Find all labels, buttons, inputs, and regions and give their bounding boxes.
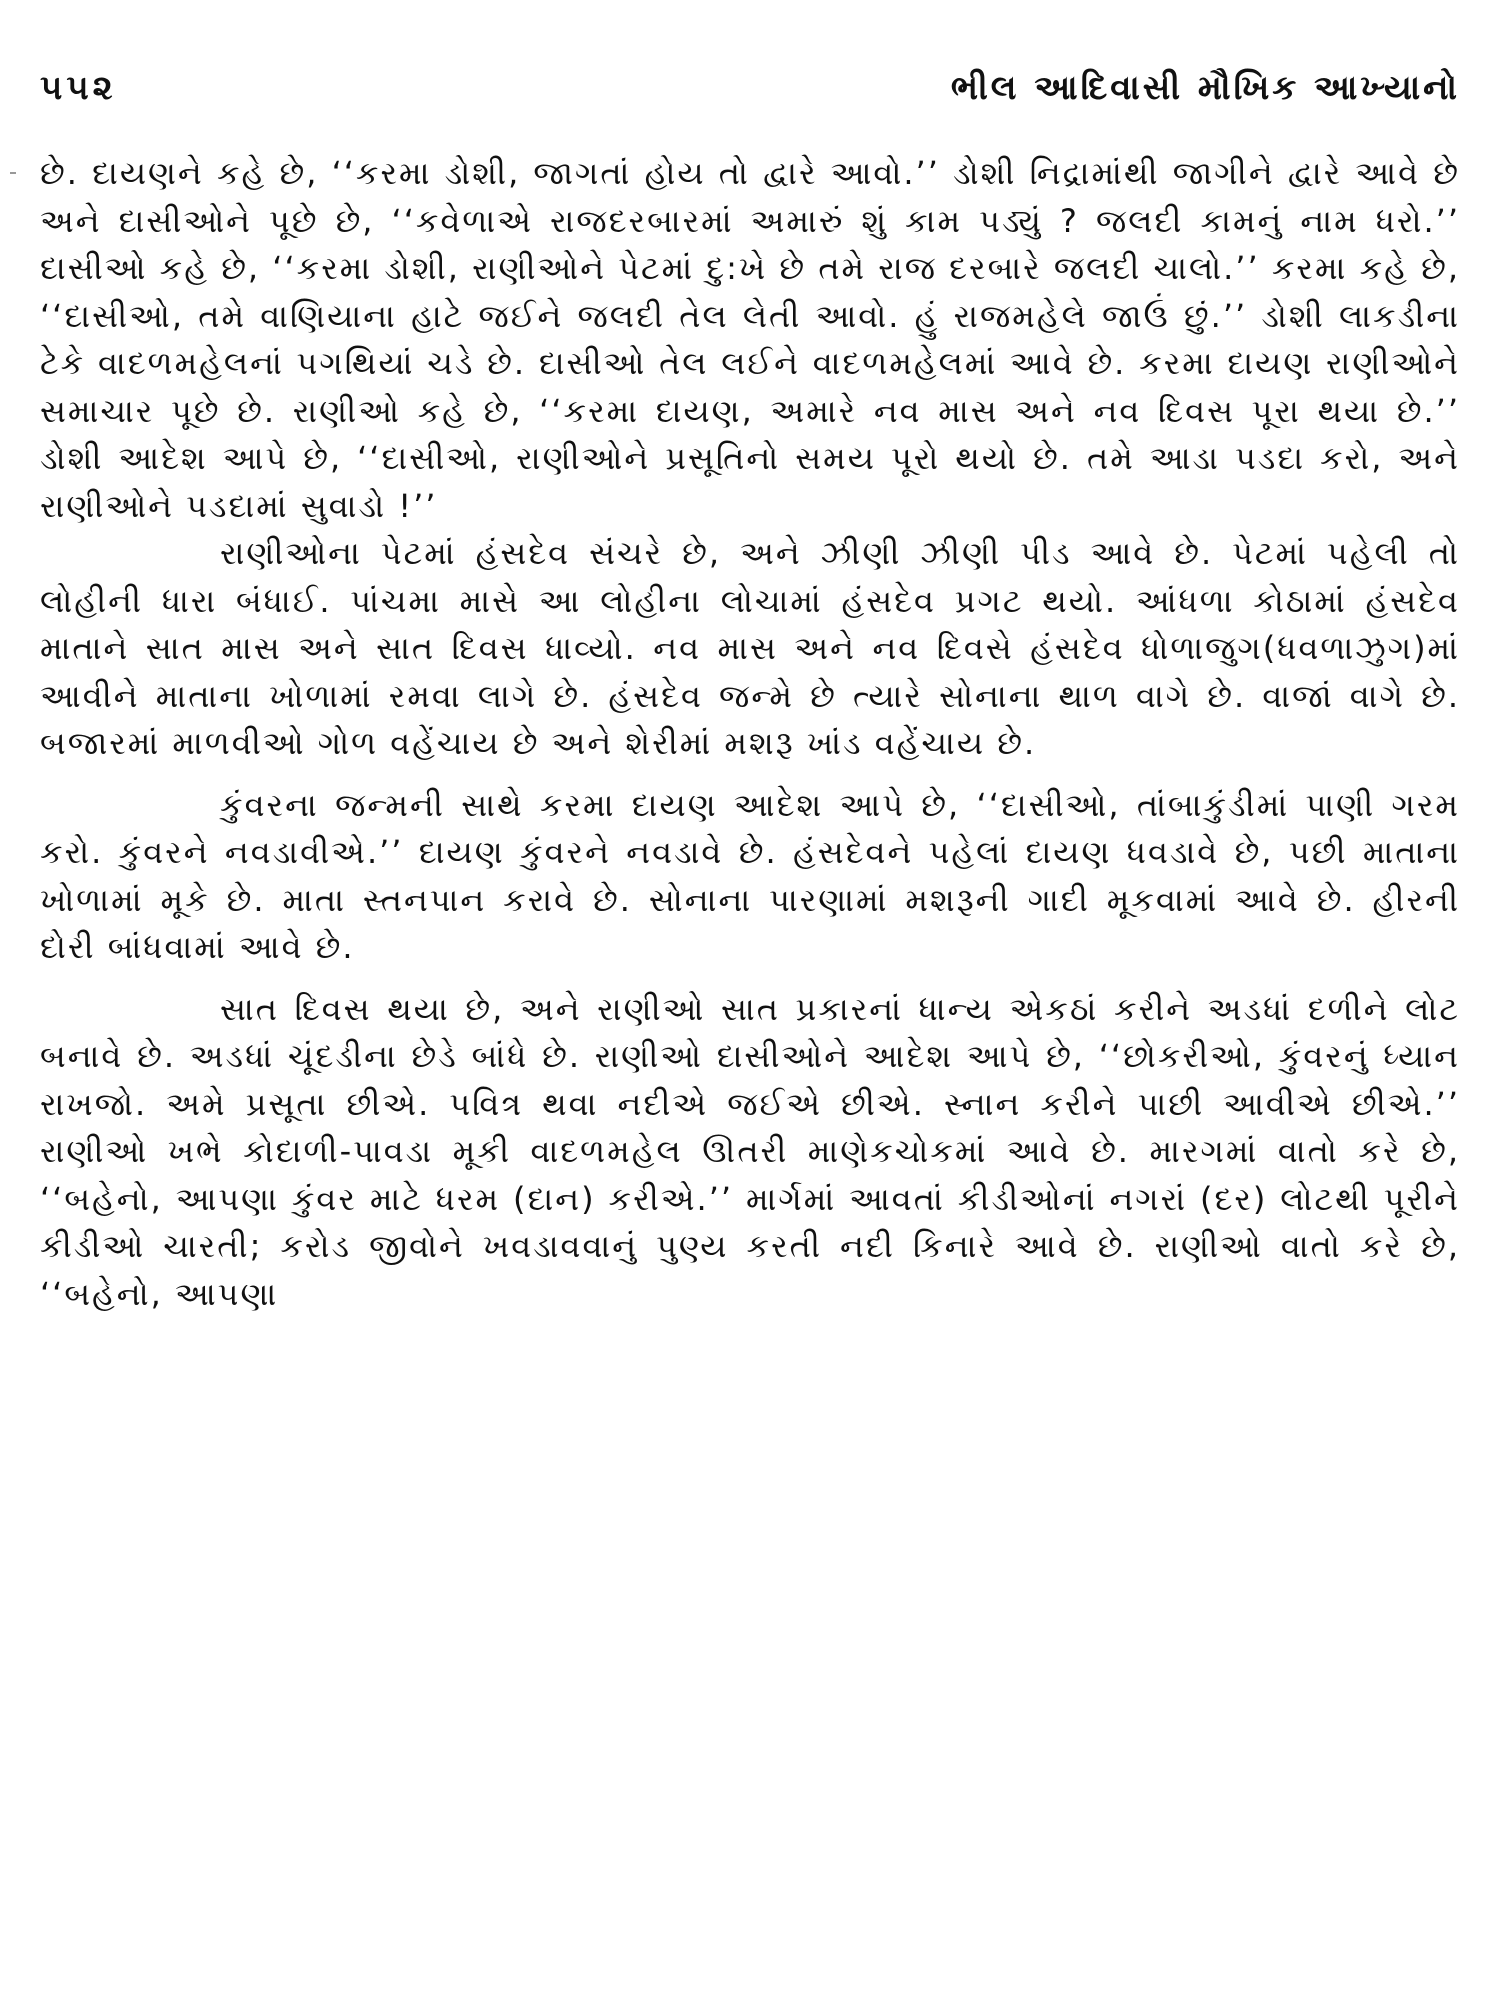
page-number: ૫૫૨ [40, 68, 117, 108]
paragraph-3: કુંવરના જન્મની સાથે કરમા દાયણ આદેશ આપે છે, ‘‘દાસીઓ, તાંબાકુંડીમાં પાણી ગરમ કરો. કુંવરને નવડાવીએ.’’ દાયણ કુંવરને નવડાવે છે. હંસદેવને પહેલાં દાયણ ધવડાવે છે, પછી માતાના ખોળામાં મૂકે છે. માતા સ્તનપાન કરાવે છે. સોનાના પારણામાં મશરૂની ગાદી મૂકવામાં આવે છે. હીરની દોરી બાંધવામાં આવે છે. [40, 785, 1460, 966]
body-text [40, 150, 1460, 1318]
paragraph-4: સાત દિવસ થયા છે, અને રાણીઓ સાત પ્રકારનાં ધાન્ય એકઠાં કરીને અડધાં દળીને લોટ બનાવે છે. અડધાં ચૂંદડીના છેડે બાંધે છે. રાણીઓ દાસીઓને આદેશ આપે છે, ‘‘છોકરીઓ, કુંવરનું ધ્યાન રાખજો. અમે પ્રસૂતા છીએ. પવિત્ર થવા નદીએ જઈએ છીએ. સ્નાન કરીને પાછી આવીએ છીએ.’’ રાણીઓ ખભે કોદાળી-પાવડા મૂકી વાદળમહેલ ઊતરી માણેકચોકમાં આવે છે. મારગમાં વાતો કરે છે, ‘‘બહેનો, આપણા કુંવર માટે ધરમ (દાન) કરીએ.’’ માર્ગમાં આવતાં કીડીઓનાં નગરાં (દર) લોટથી પૂરીને કીડીઓ ચારતી; કરોડ જીવોને ખવડાવવાનું પુણ્ય કરતી નદી કિનારે આવે છે. રાણીઓ વાતો કરે છે, ‘‘બહેનો, આપણા [40, 989, 1460, 1313]
paragraph-1: છે. દાયણને કહે છે, ‘‘કરમા ડોશી, જાગતાં હોય તો દ્વારે આવો.’’ ડોશી નિદ્રામાંથી જાગીને દ્વારે આવે છે અને દાસીઓને પૂછે છે, ‘‘કવેળાએ રાજદરબારમાં અમારું શું કામ પડ્યું ? જલદી કામનું નામ ધરો.’’ દાસીઓ કહે છે, ‘‘કરમા ડોશી, રાણીઓને પેટમાં દુ:ખે છે તમે રાજ દરબારે જલદી ચાલો.’’ કરમા કહે છે, ‘‘દાસીઓ, તમે વાણિયાના હાટે જઈને જલદી તેલ લેતી આવો. હું રાજમહેલે જાઉં છું.’’ ડોશી લાકડીના ટેકે વાદળમહેલનાં પગથિયાં ચડે છે. દાસીઓ તેલ લઈને વાદળમહેલમાં આવે છે. કરમા દાયણ રાણીઓને સમાચાર પૂછે છે. રાણીઓ કહે છે, ‘‘કરમા દાયણ, અમારે નવ માસ અને નવ દિવસ પૂરા થયા છે.’’ ડોશી આદેશ આપે છે, ‘‘દાસીઓ, રાણીઓને પ્રસૂતિનો સમય પૂરો થયો છે. તમે આડા પડદા કરો, અને રાણીઓને પડદામાં સુવાડો !’’ [40, 154, 1460, 525]
paragraph-2: રાણીઓના પેટમાં હંસદેવ સંચરે છે, અને ઝીણી ઝીણી પીડ આવે છે. પેટમાં પહેલી તો લોહીની ધારા બંધાઈ. પાંચમા માસે આ લોહીના લોચામાં હંસદેવ પ્રગટ થયો. આંધળા કોઠામાં હંસદેવ માતાને સાત માસ અને સાત દિવસ ધાવ્યો. નવ માસ અને નવ દિવસે હંસદેવ ધોળાજુગ(ધવળાઝુગ)માં આવીને માતાના ખોળામાં રમવા લાગે છે. હંસદેવ જન્મે છે ત્યારે સોનાના થાળ વાગે છે. વાજાં વાગે છે. બજારમાં માળવીઓ ગોળ વહેંચાય છે અને શેરીમાં મશરૂ ખાંડ વહેંચાય છે. [40, 534, 1460, 762]
margin-mark [10, 172, 16, 174]
running-title: ભીલ આદિવાસી મૌખિક આખ્યાનો [950, 68, 1460, 108]
page-header [40, 58, 1460, 118]
